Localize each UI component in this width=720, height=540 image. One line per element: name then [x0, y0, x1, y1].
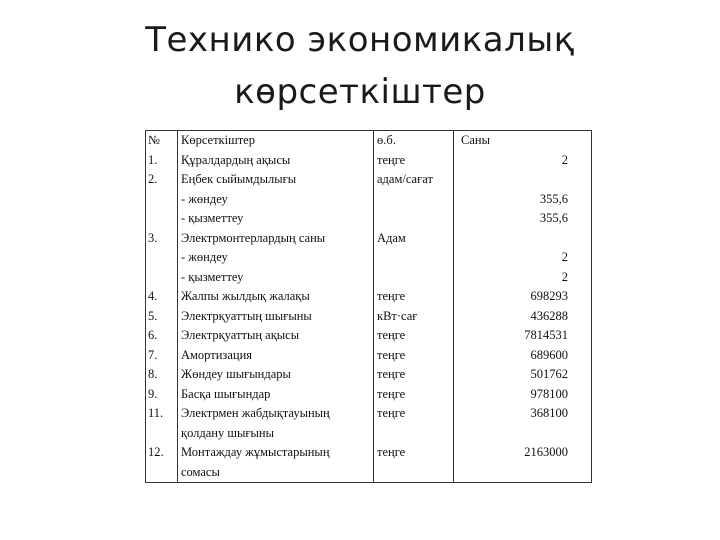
- quantity-value: 698293: [530, 289, 568, 303]
- unit-value: [377, 424, 450, 444]
- indicator-name: Жөндеу шығындары: [181, 367, 291, 381]
- indicator-name: Электрмен жабдықтауының: [181, 406, 330, 420]
- row-number: 1.: [148, 152, 158, 167]
- quantity-value: 689600: [530, 347, 568, 362]
- unit-value: [377, 268, 450, 288]
- indicator-name: Құралдардың ақысы: [181, 152, 291, 167]
- row-number: 3.: [148, 230, 158, 245]
- indicator-name: Электрқуаттың шығыны: [181, 308, 312, 323]
- indicators-table: [145, 130, 592, 483]
- indicator-name: Амортизация: [181, 347, 253, 362]
- quantity-value: 2163000: [524, 445, 568, 459]
- unit-value: теңге: [377, 406, 406, 420]
- row-number-header: №: [148, 133, 160, 147]
- indicator-name: - жөндеу: [181, 250, 228, 264]
- indicator-name: - қызметтеу: [181, 211, 244, 225]
- title-line-1: Технико экономикалық: [145, 20, 575, 60]
- row-number: 5.: [148, 308, 158, 323]
- quantity-value: [457, 229, 588, 249]
- quantity-value-header: Саны: [461, 133, 490, 147]
- indicator-name: Еңбек сыйымдылығы: [181, 172, 297, 186]
- row-number: 2.: [148, 172, 158, 186]
- unit-value: кВт·сағ: [377, 308, 418, 323]
- row-number: 4.: [148, 289, 158, 303]
- quantity-value: 2: [561, 269, 568, 284]
- title-line-2: көрсеткіштер: [234, 72, 486, 112]
- row-number: [148, 190, 174, 210]
- indicator-name: Басқа шығындар: [181, 386, 271, 401]
- quantity-value: [457, 463, 588, 483]
- unit-value: адам/сағат: [377, 172, 433, 186]
- indicator-name: қолдану шығыны: [181, 425, 275, 440]
- row-number: 9.: [148, 386, 158, 401]
- quantity-value: 7814531: [524, 328, 568, 342]
- quantity-value: [457, 424, 588, 444]
- unit-value: теңге: [377, 445, 406, 459]
- indicator-name: - жөндеу: [181, 191, 228, 206]
- row-number: [148, 209, 174, 229]
- quantity-value: 355,6: [539, 211, 568, 225]
- unit-value: [377, 248, 450, 268]
- indicator-column: [178, 131, 374, 483]
- table-row: [146, 131, 592, 483]
- row-number: [148, 463, 174, 483]
- indicator-name: Монтаждау жұмыстарының: [181, 445, 330, 459]
- unit-value: [377, 190, 450, 210]
- unit-value: теңге: [377, 367, 406, 381]
- unit-value: [377, 463, 450, 483]
- quantity-value: 2: [561, 152, 568, 167]
- indicator-name-header: Көрсеткіштер: [181, 133, 255, 147]
- unit-value: теңге: [377, 152, 406, 167]
- unit-value: теңге: [377, 386, 406, 401]
- quantity-value: 2: [561, 250, 568, 264]
- row-number: 8.: [148, 367, 158, 381]
- unit-column: [374, 131, 454, 483]
- unit-value: теңге: [377, 347, 406, 362]
- indicator-name: сомасы: [181, 464, 220, 479]
- indicator-name: Электрқуаттың ақысы: [181, 328, 300, 342]
- row-number: [148, 248, 174, 268]
- row-number: 11.: [148, 406, 164, 420]
- unit-value-header: ө.б.: [377, 133, 396, 147]
- quantity-value: [457, 170, 588, 190]
- indicator-name: Жалпы жылдық жалақы: [181, 289, 310, 303]
- quantity-column: [454, 131, 592, 483]
- indicator-name: - қызметтеу: [181, 269, 244, 284]
- quantity-value: 978100: [530, 386, 568, 401]
- row-number: 7.: [148, 347, 158, 362]
- quantity-value: 368100: [530, 406, 568, 420]
- row-number: 6.: [148, 328, 158, 342]
- unit-value: [377, 209, 450, 229]
- unit-value: теңге: [377, 328, 406, 342]
- unit-value: теңге: [377, 289, 406, 303]
- page-title: [0, 14, 720, 118]
- quantity-value: 355,6: [539, 191, 568, 206]
- row-number: [148, 424, 174, 444]
- number-column: [146, 131, 178, 483]
- indicator-name: Электрмонтерлардың саны: [181, 230, 326, 245]
- quantity-value: 501762: [530, 367, 568, 381]
- quantity-value: 436288: [530, 308, 568, 323]
- unit-value: Адам: [377, 230, 406, 245]
- row-number: 12.: [148, 445, 164, 459]
- row-number: [148, 268, 174, 288]
